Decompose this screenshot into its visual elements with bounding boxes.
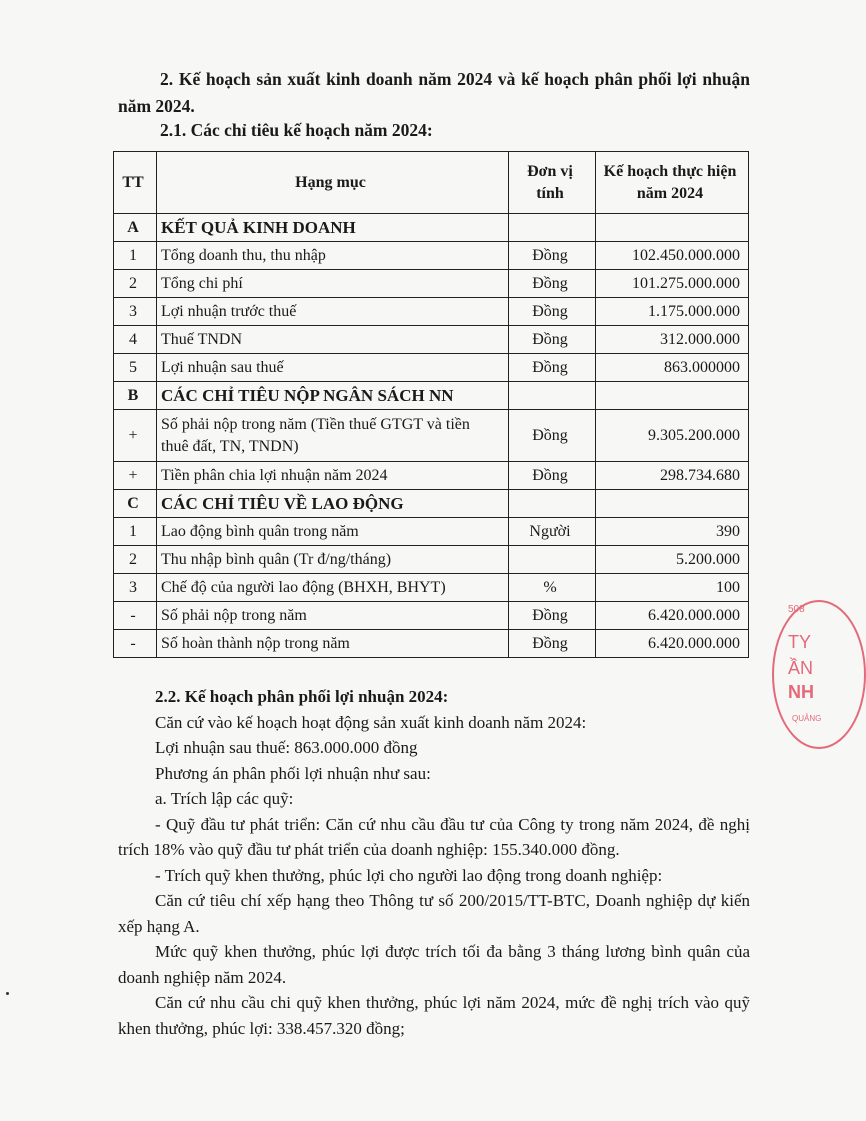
cell-value: 312.000.000 — [596, 326, 749, 354]
table-row — [114, 490, 749, 518]
cell-item: Lợi nhuận sau thuế — [157, 354, 509, 382]
plan-table — [113, 151, 749, 658]
paragraph: Căn cứ vào kế hoạch hoạt động sản xuất kinh doanh năm 2024: — [155, 712, 587, 732]
paragraph: Phương án phân phối lợi nhuận như sau: — [155, 763, 431, 783]
cell-value: 9.305.200.000 — [596, 410, 749, 462]
cell-unit: Đồng — [509, 462, 596, 490]
stamp-text: QUẢNG — [792, 714, 822, 723]
cell-tt: 2 — [114, 270, 157, 298]
stamp-text: 508 — [788, 604, 805, 615]
scan-speck — [6, 992, 9, 995]
company-stamp — [772, 600, 866, 749]
table-row — [114, 270, 749, 298]
paragraph: Mức quỹ khen thưởng, phúc lợi được trích tối đa bằng 3 tháng lương bình quân của doanh nghiệp năm 2024. — [118, 942, 750, 987]
cell-value: 298.734.680 — [596, 462, 749, 490]
cell-value: 863.000000 — [596, 354, 749, 382]
cell-unit: Đồng — [509, 354, 596, 382]
cell-item: Lao động bình quân trong năm — [157, 518, 509, 546]
paragraph: a. Trích lập các quỹ: — [155, 789, 294, 808]
cell-item: CÁC CHỈ TIÊU NỘP NGÂN SÁCH NN — [157, 382, 509, 410]
cell-unit: Đồng — [509, 602, 596, 630]
header-item: Hạng mục — [157, 152, 509, 214]
cell-tt: 2 — [114, 546, 157, 574]
table-row — [114, 462, 749, 490]
table-row — [114, 602, 749, 630]
cell-unit — [509, 382, 596, 410]
cell-item: Thuế TNDN — [157, 326, 509, 354]
cell-tt: 4 — [114, 326, 157, 354]
cell-item: Số phải nộp trong năm — [157, 602, 509, 630]
cell-value — [596, 382, 749, 410]
cell-value — [596, 214, 749, 242]
cell-value: 100 — [596, 574, 749, 602]
cell-unit: Đồng — [509, 410, 596, 462]
cell-unit: Đồng — [509, 326, 596, 354]
paragraph: Căn cứ nhu cầu chi quỹ khen thưởng, phúc lợi năm 2024, mức đề nghị trích vào quỹ khen thưởng, phúc lợi: 338.457.320 đồng; — [118, 993, 750, 1038]
stamp-text: ẦN — [788, 658, 814, 678]
cell-value: 5.200.000 — [596, 546, 749, 574]
paragraph: Căn cứ tiêu chí xếp hạng theo Thông tư số 200/2015/TT-BTC, Doanh nghiệp dự kiến xếp hạng A. — [118, 891, 750, 936]
table-row — [114, 630, 749, 658]
cell-item: Thu nhập bình quân (Tr đ/ng/tháng) — [157, 546, 509, 574]
table-row — [114, 298, 749, 326]
section-heading-2: 2. Kế hoạch sản xuất kinh doanh năm 2024 và kế hoạch phân phối lợi nhuận năm 2024. — [118, 69, 750, 116]
table-row — [114, 326, 749, 354]
cell-tt: 3 — [114, 574, 157, 602]
paragraph: - Quỹ đầu tư phát triển: Căn cứ nhu cầu đầu tư của Công ty trong năm 2024, đề nghị trích 18% vào quỹ đầu tư phát triển của doanh nghiệp: 155.340.000 đồng. — [118, 814, 750, 859]
cell-value: 6.420.000.000 — [596, 630, 749, 658]
cell-unit: Đồng — [509, 270, 596, 298]
cell-tt: 5 — [114, 354, 157, 382]
cell-value: 101.275.000.000 — [596, 270, 749, 298]
cell-value: 102.450.000.000 — [596, 242, 749, 270]
cell-value: 1.175.000.000 — [596, 298, 749, 326]
cell-unit: Đồng — [509, 630, 596, 658]
cell-unit: Đồng — [509, 242, 596, 270]
cell-tt: + — [114, 410, 157, 462]
stamp-text: NH — [788, 682, 814, 702]
table-row — [114, 354, 749, 382]
cell-item: Lợi nhuận trước thuế — [157, 298, 509, 326]
header-value: Kế hoạch thực hiện năm 2024 — [596, 152, 749, 214]
cell-tt: 1 — [114, 518, 157, 546]
table-header-row — [114, 152, 749, 214]
cell-item: CÁC CHỈ TIÊU VỀ LAO ĐỘNG — [157, 490, 509, 518]
cell-unit — [509, 546, 596, 574]
header-unit: Đơn vị tính — [509, 152, 596, 214]
section-2-2 — [118, 684, 750, 1041]
table-row — [114, 518, 749, 546]
cell-unit: Đồng — [509, 298, 596, 326]
cell-tt: B — [114, 382, 157, 410]
cell-unit — [509, 490, 596, 518]
cell-tt: A — [114, 214, 157, 242]
cell-tt: 1 — [114, 242, 157, 270]
table-row — [114, 382, 749, 410]
cell-item: Chế độ của người lao động (BHXH, BHYT) — [157, 574, 509, 602]
cell-value — [596, 490, 749, 518]
cell-unit: % — [509, 574, 596, 602]
cell-item: Số phải nộp trong năm (Tiền thuế GTGT và tiền thuê đất, TN, TNDN) — [157, 410, 509, 462]
cell-tt: - — [114, 602, 157, 630]
cell-item: Số hoàn thành nộp trong năm — [157, 630, 509, 658]
cell-tt: + — [114, 462, 157, 490]
cell-tt: C — [114, 490, 157, 518]
cell-value: 6.420.000.000 — [596, 602, 749, 630]
table-row — [114, 214, 749, 242]
cell-item: Tổng chi phí — [157, 270, 509, 298]
cell-item: KẾT QUẢ KINH DOANH — [157, 214, 509, 242]
section-heading-2-1: 2.1. Các chỉ tiêu kế hoạch năm 2024: — [160, 120, 433, 140]
table-row — [114, 410, 749, 462]
paragraph: - Trích quỹ khen thưởng, phúc lợi cho người lao động trong doanh nghiệp: — [155, 865, 663, 885]
section-heading-2-2: 2.2. Kế hoạch phân phối lợi nhuận 2024: — [155, 687, 449, 706]
table-row — [114, 242, 749, 270]
table-row — [114, 546, 749, 574]
cell-value: 390 — [596, 518, 749, 546]
cell-item: Tiền phân chia lợi nhuận năm 2024 — [157, 462, 509, 490]
stamp-text: TY — [788, 632, 812, 652]
table-row — [114, 574, 749, 602]
paragraph: Lợi nhuận sau thuế: 863.000.000 đồng — [155, 738, 418, 757]
cell-item: Tổng doanh thu, thu nhập — [157, 242, 509, 270]
cell-tt: - — [114, 630, 157, 658]
cell-tt: 3 — [114, 298, 157, 326]
header-tt: TT — [114, 152, 157, 214]
cell-unit: Người — [509, 518, 596, 546]
cell-unit — [509, 214, 596, 242]
